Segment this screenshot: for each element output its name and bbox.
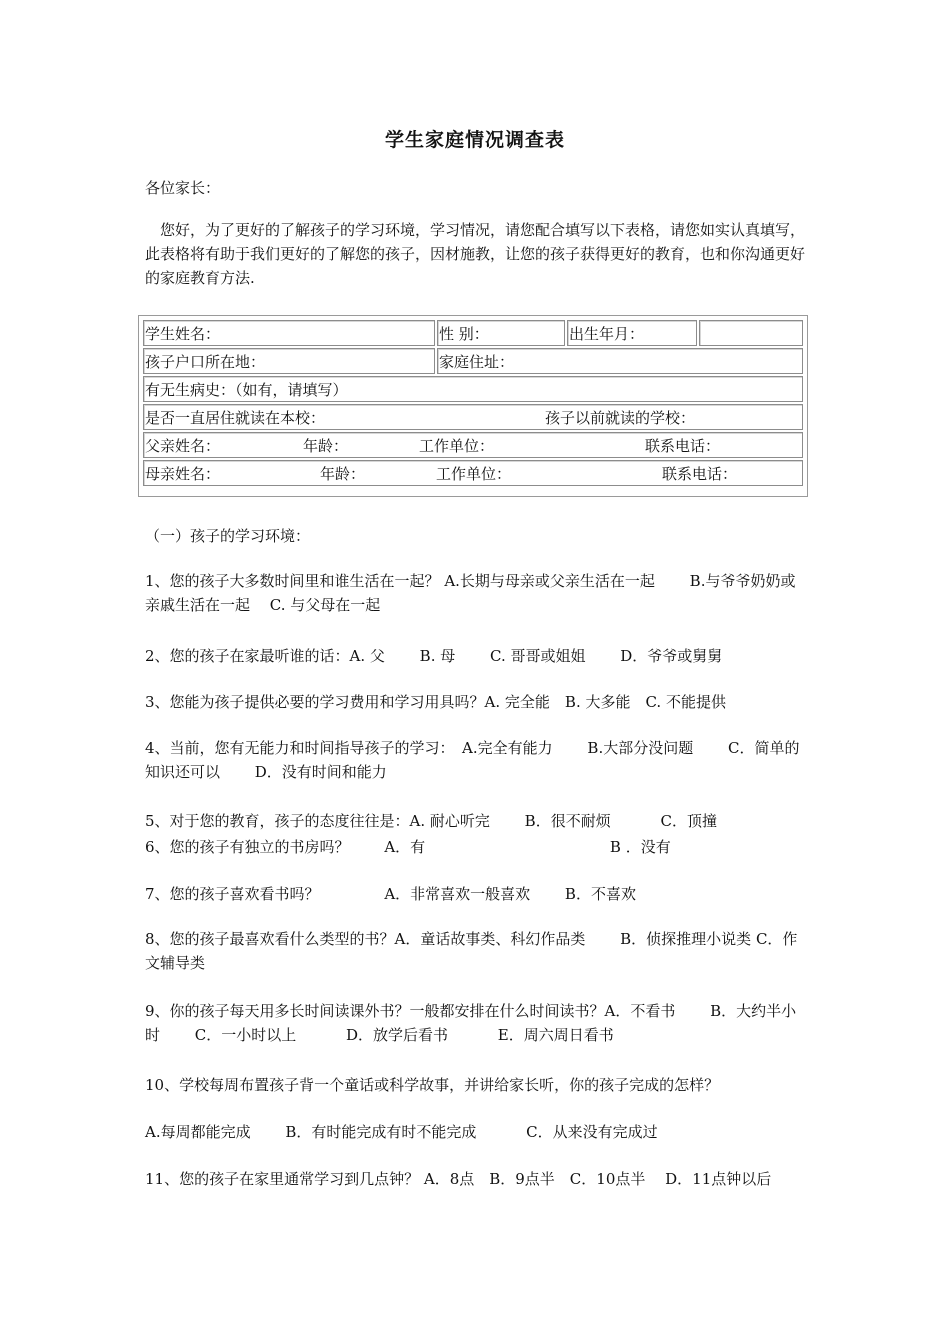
father-name-label: 父亲姓名： — [145, 436, 221, 455]
question-9: 9、你的孩子每天用多长时间读课外书？一般都安排在什么时间读书？A．不看书 B．大约半小时 C．一小时以上 D．放学后看书 E．周六周日看书 — [145, 1002, 797, 1044]
mother-phone-label: 联系电话： — [662, 464, 738, 483]
mother-work-label: 工作单位： — [436, 464, 512, 483]
hukou-field[interactable]: 孩子户口所在地： — [143, 348, 435, 374]
home-address-field[interactable]: 家庭住址： — [437, 348, 803, 374]
school-history-field[interactable] — [143, 404, 803, 430]
form-row-mother — [143, 460, 803, 486]
question-8: 8、您的孩子最喜欢看什么类型的书？A．童话故事类、科幻作品类 B．侦探推理小说类 C．作文辅导类 — [145, 930, 798, 972]
question-1: 1、您的孩子大多数时间里和谁生活在一起？ A.长期与母亲或父亲生活在一起 B.与爷爷奶奶或亲戚生活在一起 C. 与父母在一起 — [145, 572, 796, 614]
resident-label: 是否一直居住就读在本校： — [145, 408, 326, 427]
form-row-school — [143, 404, 803, 430]
question-7: 7、您的孩子喜欢看书吗？ A．非常喜欢一般喜欢 B．不喜欢 — [145, 885, 636, 903]
birth-date-field[interactable]: 出生年月： — [567, 320, 697, 346]
father-info-field[interactable] — [143, 432, 803, 458]
illness-history-field[interactable]: 有无生病史：（如有，请填写） — [143, 376, 803, 402]
question-4: 4、当前，您有无能力和时间指导孩子的学习： A.完全有能力 B.大部分没问题 C．简单的知识还可以 D．没有时间和能力 — [145, 739, 800, 781]
form-row-father — [143, 432, 803, 458]
previous-school-label: 孩子以前就读的学校： — [545, 408, 696, 427]
question-2: 2、您的孩子在家最听谁的话：A. 父 B. 母 C. 哥哥或姐姐 D．爷爷或舅舅 — [145, 647, 723, 665]
birth-date-input[interactable] — [699, 320, 803, 346]
section-heading: （一）孩子的学习环境： — [145, 527, 311, 545]
form-row-illness — [143, 376, 803, 402]
father-age-label: 年龄： — [303, 436, 349, 455]
document-title: 学生家庭情况调查表 — [384, 129, 565, 151]
gender-field[interactable]: 性 别： — [437, 320, 565, 346]
question-10-options: A.每周都能完成 B．有时能完成有时不能完成 C．从来没有完成过 — [145, 1123, 658, 1141]
mother-name-label: 母亲姓名： — [145, 464, 221, 483]
question-11: 11、您的孩子在家里通常学习到几点钟？ A．8点 B．9点半 C．10点半 D．11点钟以后 — [145, 1170, 772, 1188]
form-row-address — [143, 348, 803, 374]
father-work-label: 工作单位： — [419, 436, 495, 455]
father-phone-label: 联系电话： — [645, 436, 721, 455]
question-6: 6、您的孩子有独立的书房吗？ A．有 B ．没有 — [145, 838, 671, 856]
question-10: 10、学校每周布置孩子背一个童话或科学故事，并讲给家长听，你的孩子完成的怎样？ — [145, 1076, 720, 1094]
family-info-form — [138, 315, 808, 497]
form-row-student — [143, 320, 803, 346]
question-3: 3、您能为孩子提供必要的学习费用和学习用具吗？A. 完全能 B. 大多能 C. 不能提供 — [145, 693, 726, 711]
question-5: 5、对于您的教育，孩子的态度往往是：A. 耐心听完 B．很不耐烦 C．顶撞 — [145, 812, 717, 830]
mother-age-label: 年龄： — [320, 464, 366, 483]
intro-paragraph: 您好，为了更好的了解孩子的学习环境，学习情况，请您配合填写以下表格，请您如实认真填写，此表格将有助于我们更好的了解您的孩子，因材施教，让您的孩子获得更好的教育，也和你沟通更好的家庭教育方法. — [145, 221, 806, 287]
student-name-field[interactable]: 学生姓名： — [143, 320, 435, 346]
mother-info-field[interactable] — [143, 460, 803, 486]
salutation: 各位家长： — [145, 179, 221, 197]
